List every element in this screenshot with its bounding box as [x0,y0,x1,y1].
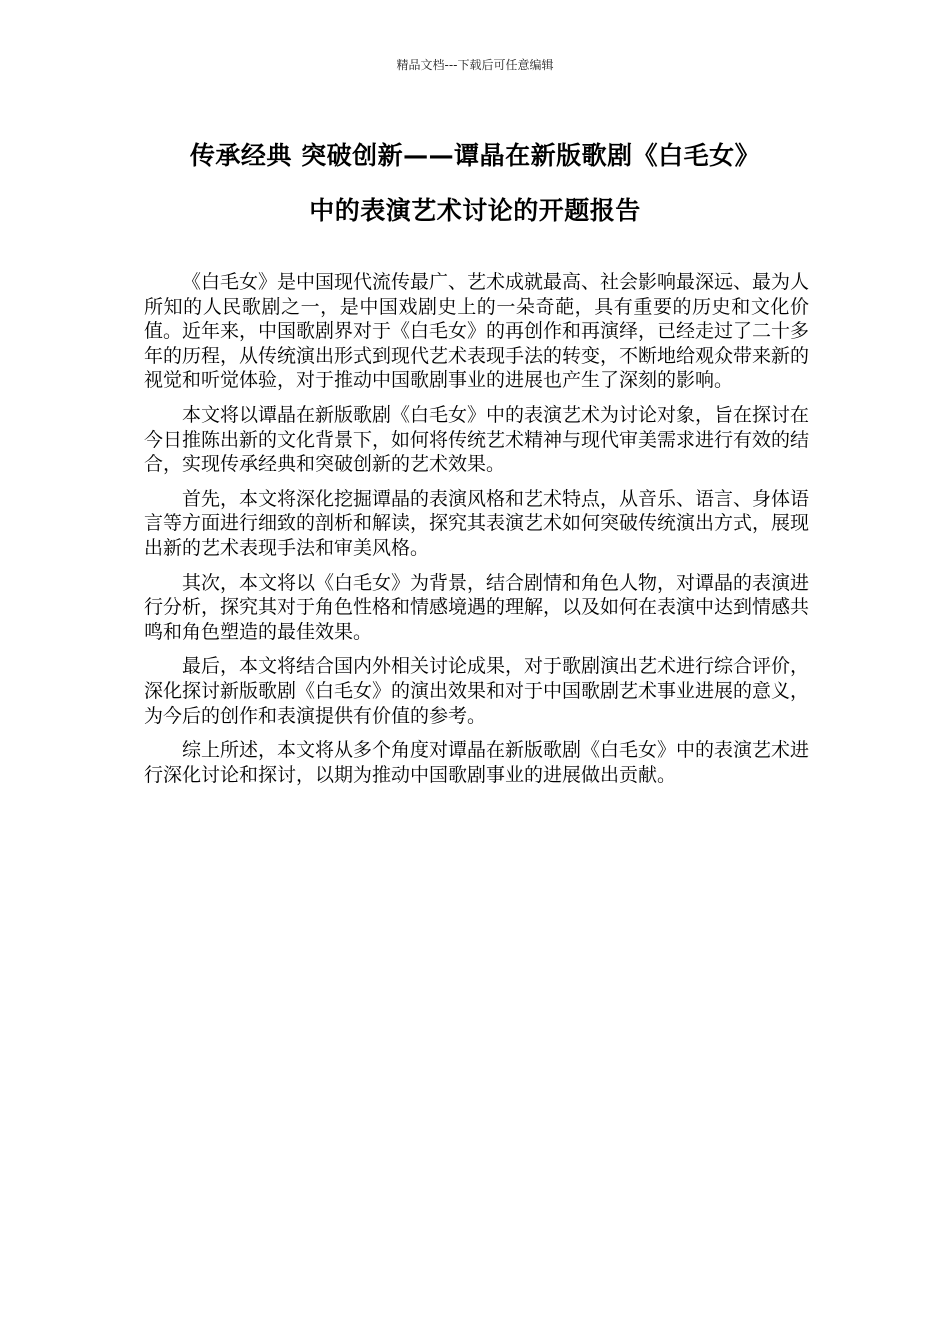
paragraph-second: 其次，本文将以《白毛女》为背景，结合剧情和角色人物，对谭晶的表演进行分析，探究其对于角色性格和情感境遇的理解，以及如何在表演中达到情感共鸣和角色塑造的最佳效果。 [144,571,810,643]
document-title-line-1: 传承经典 突破创新——谭晶在新版歌剧《白毛女》 [189,141,761,170]
paragraph-intro: 《白毛女》是中国现代流传最广、艺术成就最高、社会影响最深远、最为人所知的人民歌剧之一，是中国戏剧史上的一朵奇葩，具有重要的历史和文化价值。近年来，中国歌剧界对于《白毛女》的再创作和再演绎，已经走过了二十多年的历程，从传统演出形式到现代艺术表现手法的转变，不断地给观众带来新的视觉和听觉体验，对于推动中国歌剧事业的进展也产生了深刻的影响。 [144,271,810,392]
paragraph-objective: 本文将以谭晶在新版歌剧《白毛女》中的表演艺术为讨论对象，旨在探讨在今日推陈出新的文化背景下，如何将传统艺术精神与现代审美需求进行有效的结合，实现传承经典和突破创新的艺术效果。 [144,403,810,476]
paragraph-first: 首先，本文将深化挖掘谭晶的表演风格和艺术特点，从音乐、语言、身体语言等方面进行细致的剖析和解读，探究其表演艺术如何突破传统演出方式，展现出新的艺术表现手法和审美风格。 [144,487,810,559]
header-note: 精品文档---下载后可任意编辑 [396,58,554,72]
document-title-line-2: 中的表演艺术讨论的开题报告 [309,196,641,225]
document-body [144,270,809,797]
paragraph-summary: 综上所述，本文将从多个角度对谭晶在新版歌剧《白毛女》中的表演艺术进行深化讨论和探讨，以期为推动中国歌剧事业的进展做出贡献。 [144,739,810,786]
paragraph-last: 最后，本文将结合国内外相关讨论成果，对于歌剧演出艺术进行综合评价，深化探讨新版歌剧《白毛女》的演出效果和对于中国歌剧艺术事业进展的意义，为今后的创作和表演提供有价值的参考。 [144,655,810,727]
